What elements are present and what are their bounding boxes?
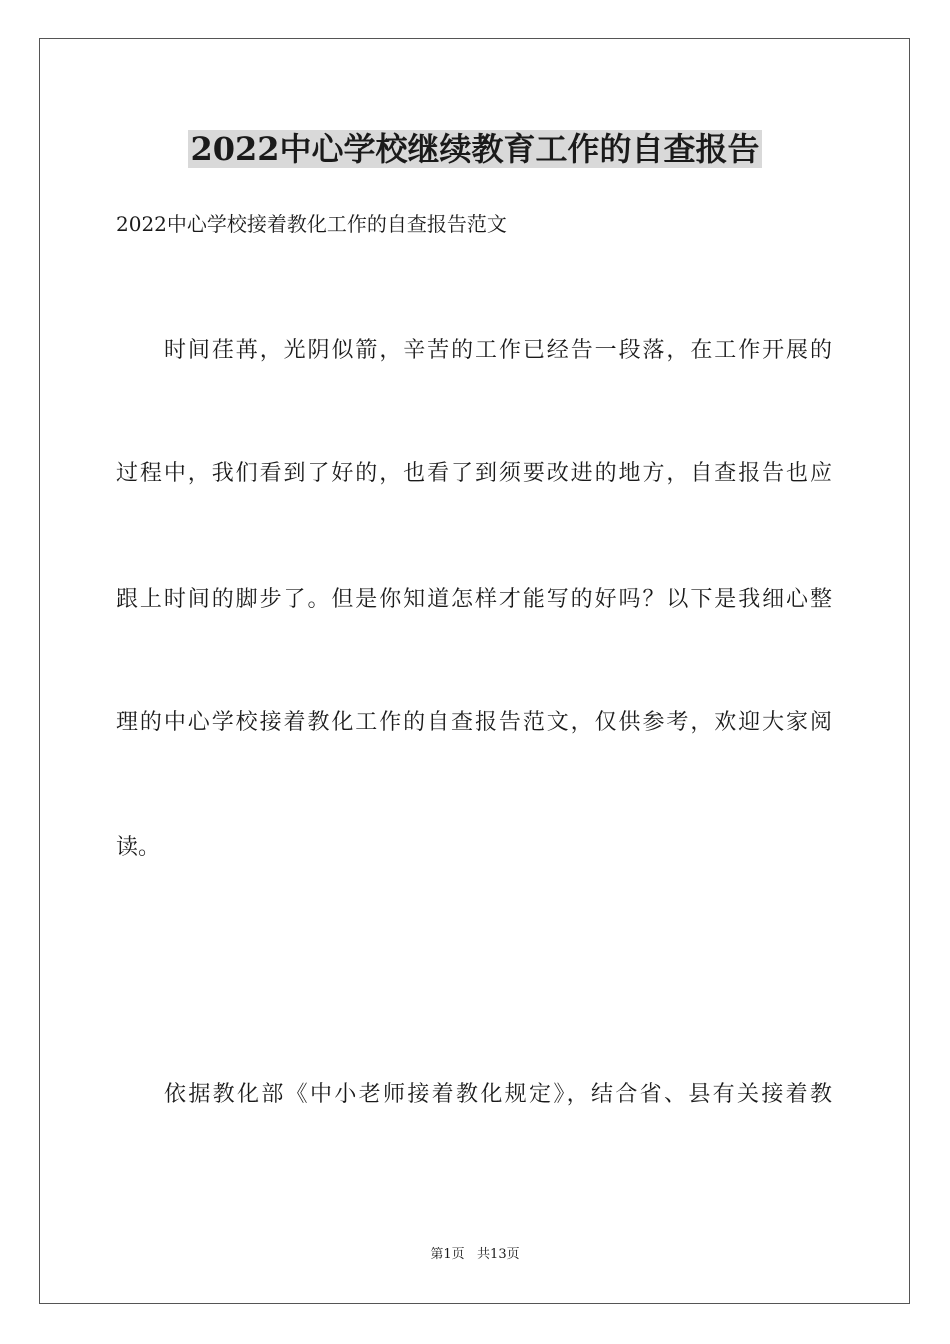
paragraph-1-line-2: 过程中，我们看到了好的，也看了到须要改进的地方，自查报告也应 <box>116 461 832 486</box>
paragraph-1-line-5: 读。 <box>116 835 161 860</box>
document-title-text: 2022中心学校继续教育工作的自查报告 <box>190 130 760 168</box>
document-subtitle: 2022中心学校接着教化工作的自查报告范文 <box>116 212 507 236</box>
paragraph-1-line-1: 时间荏苒，光阴似箭，辛苦的工作已经告一段落，在工作开展的 <box>164 338 832 363</box>
paragraph-2-line-1: 依据教化部《中小老师接着教化规定》，结合省、县有关接着教 <box>164 1082 832 1107</box>
paragraph-1-line-3: 跟上时间的脚步了。但是你知道怎样才能写的好吗？以下是我细心整 <box>116 587 832 612</box>
page-footer: 第1页 共13页 <box>430 1247 520 1262</box>
paragraph-1-line-4: 理的中心学校接着教化工作的自查报告范文，仅供参考，欢迎大家阅 <box>116 710 832 735</box>
document-title <box>0 127 950 171</box>
